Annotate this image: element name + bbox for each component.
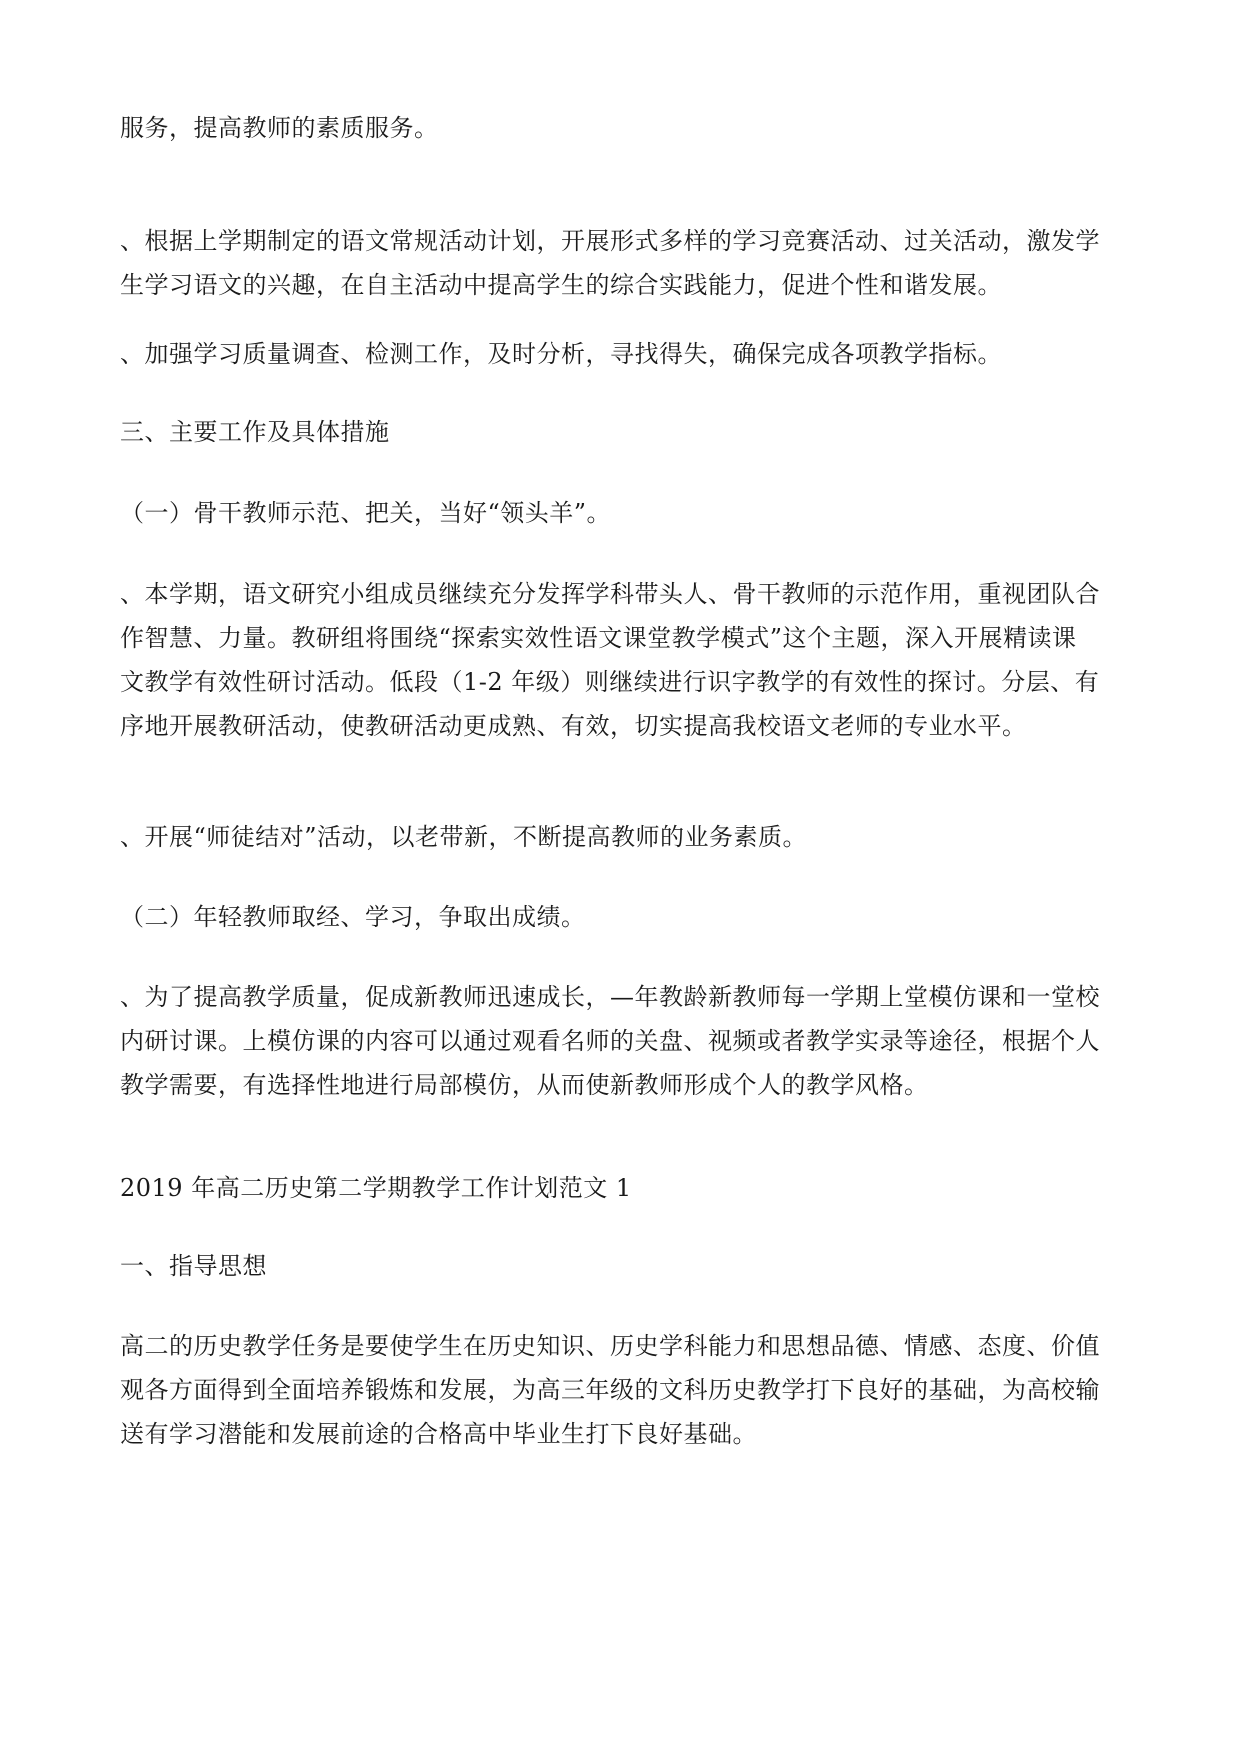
text-line: 三、主要工作及具体措施	[120, 418, 390, 446]
paragraph-new-teachers	[120, 975, 1130, 1107]
paragraph-continuation	[120, 106, 1130, 150]
paragraph-research-group	[120, 572, 1130, 748]
text-line: 、加强学习质量调查、检测工作，及时分析，寻找得失，确保完成各项教学指标。	[120, 340, 1002, 368]
text-line: 观各方面得到全面培养锻炼和发展，为高三年级的文科历史教学打下良好的基础，为高校输	[120, 1376, 1100, 1404]
text-line: 、开展“师徒结对”活动，以老带新，不断提高教师的业务素质。	[120, 823, 808, 851]
paragraph-mentorship	[120, 815, 1130, 859]
text-line: 、为了提高教学质量，促成新教师迅速成长，—年教龄新教师每一学期上堂模仿课和一堂校	[120, 983, 1100, 1011]
text-line: 序地开展教研活动，使教研活动更成熟、有效，切实提高我校语文老师的专业水平。	[120, 712, 1027, 740]
section-heading-guiding-ideology	[120, 1244, 1130, 1288]
text-line: 教学需要，有选择性地进行局部模仿，从而使新教师形成个人的教学风格。	[120, 1071, 929, 1099]
subheading-young-teachers	[120, 895, 1130, 939]
text-line: 、根据上学期制定的语文常规活动计划，开展形式多样的学习竞赛活动、过关活动，激发学	[120, 227, 1100, 255]
text-line: 生学习语文的兴趣，在自主活动中提高学生的综合实践能力，促进个性和谐发展。	[120, 271, 1002, 299]
text-line: 、本学期，语文研究小组成员继续充分发挥学科带头人、骨干教师的示范作用，重视团队合	[120, 580, 1100, 608]
text-line: 内研讨课。上模仿课的内容可以通过观看名师的关盘、视频或者教学实录等途径，根据个人	[120, 1027, 1100, 1055]
text-line: 送有学习潜能和发展前途的合格高中毕业生打下良好基础。	[120, 1420, 757, 1448]
paragraph-activity-plan	[120, 219, 1130, 307]
text-line: 一、指导思想	[120, 1252, 267, 1280]
text-line: （一）骨干教师示范、把关，当好“领头羊”。	[120, 499, 612, 527]
section-heading-main-work	[120, 410, 1130, 454]
text-line: 高二的历史教学任务是要使学生在历史知识、历史学科能力和思想品德、情感、态度、价值	[120, 1332, 1100, 1360]
subheading-backbone-teachers	[120, 491, 1130, 535]
document-title-history-plan	[120, 1166, 1130, 1210]
text-line: 作智慧、力量。教研组将围绕“探索实效性语文课堂教学模式”这个主题，深入开展精读课	[120, 624, 1077, 652]
paragraph-quality-check	[120, 332, 1130, 376]
text-line: （二）年轻教师取经、学习，争取出成绩。	[120, 903, 586, 931]
paragraph-history-task	[120, 1324, 1130, 1456]
text-line: 服务，提高教师的素质服务。	[120, 114, 439, 142]
text-line: 文教学有效性研讨活动。低段（1-2 年级）则继续进行识字教学的有效性的探讨。分层、有	[120, 668, 1100, 696]
text-line: 2019 年高二历史第二学期教学工作计划范文 1	[120, 1174, 632, 1202]
